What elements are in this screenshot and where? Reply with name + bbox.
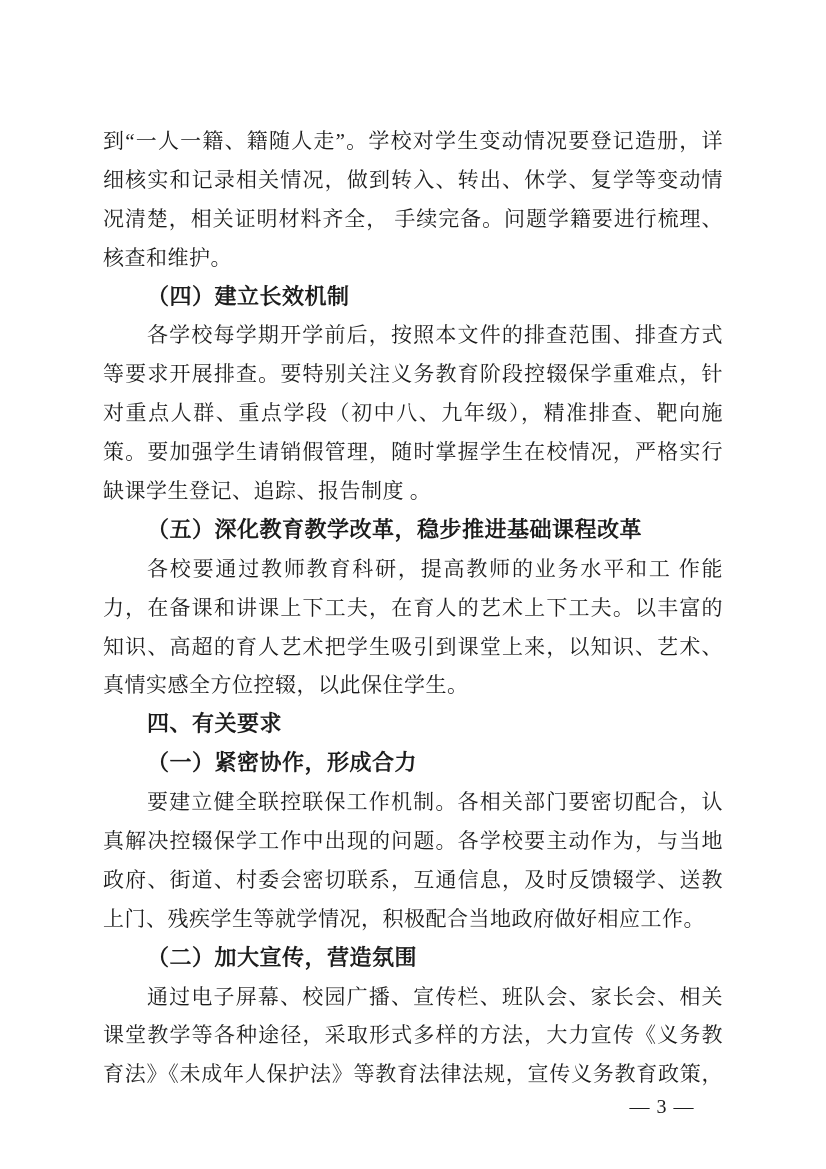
sub-heading: （一）紧密协作，形成合力 — [147, 750, 418, 776]
body-text-line: 核查和维护。 — [103, 245, 232, 270]
body-text-line: 通过电子屏幕、校园广播、宣传栏、班队会、家长会、相关 — [147, 984, 723, 1009]
sub-heading: （五）深化教育教学改革，稳步推进基础课程改革 — [147, 516, 643, 542]
sub-heading: （二）加大宣传，营造氛围 — [147, 944, 418, 970]
body-text-line: 缺课学生登记、追踪、报告制度 。 — [103, 479, 432, 504]
body-text-line: 到“一人一籍、籍随人走”。学校对学生变动情况要登记造册，详 — [103, 129, 723, 153]
body-text-line: 细核实和记录相关情况，做到转入、转出、休学、复学等变动情 — [103, 167, 723, 192]
body-text-line: 课堂教学等各种途径，采取形式多样的方法，大力宣传《义务教 — [103, 1023, 723, 1048]
section-heading: 四、有关要求 — [147, 711, 283, 737]
body-text-line: 知识、高超的育人艺术把学生吸引到课堂上来，以知识、艺术、 — [103, 634, 723, 659]
body-text-line: 真情实感全方位控辍，以此保住学生。 — [103, 673, 469, 698]
body-text-line: 对重点人群、重点学段（初中八、九年级），精准排查、靶向施 — [103, 401, 723, 426]
sub-heading: （四）建立长效机制 — [147, 283, 350, 309]
body-text-line: 等要求开展排查。要特别关注义务教育阶段控辍保学重难点，针 — [103, 362, 723, 387]
body-text-line: 上门、残疾学生等就学情况，积极配合当地政府做好相应工作。 — [103, 906, 705, 931]
body-text-line: 力，在备课和讲课上下工夫，在育人的艺术上下工夫。以丰富的 — [103, 595, 723, 620]
document-content — [103, 122, 723, 1094]
body-text-line: 策。要加强学生请销假管理，随时掌握学生在校情况，严格实行 — [103, 440, 723, 465]
body-text-line: 各学校每学期开学前后，按照本文件的排查范围、排查方式 — [147, 323, 723, 348]
body-text-line: 育法》《未成年人保护法》等教育法律法规，宣传义务教育政策， — [103, 1062, 723, 1087]
page-number: — 3 — — [629, 1096, 695, 1118]
body-text-line: 政府、街道、村委会密切联系，互通信息，及时反馈辍学、送教 — [103, 867, 723, 892]
body-text-line: 要建立健全联控联保工作机制。各相关部门要密切配合，认 — [147, 790, 723, 815]
body-text-line: 真解决控辍保学工作中出现的问题。各学校要主动作为，与当地 — [103, 829, 723, 854]
body-text-line: 况清楚，相关证明材料齐全， 手续完备。问题学籍要进行梳理、 — [103, 206, 723, 231]
body-text-line: 各校要通过教师教育科研，提高教师的业务水平和工 作能 — [147, 556, 723, 581]
